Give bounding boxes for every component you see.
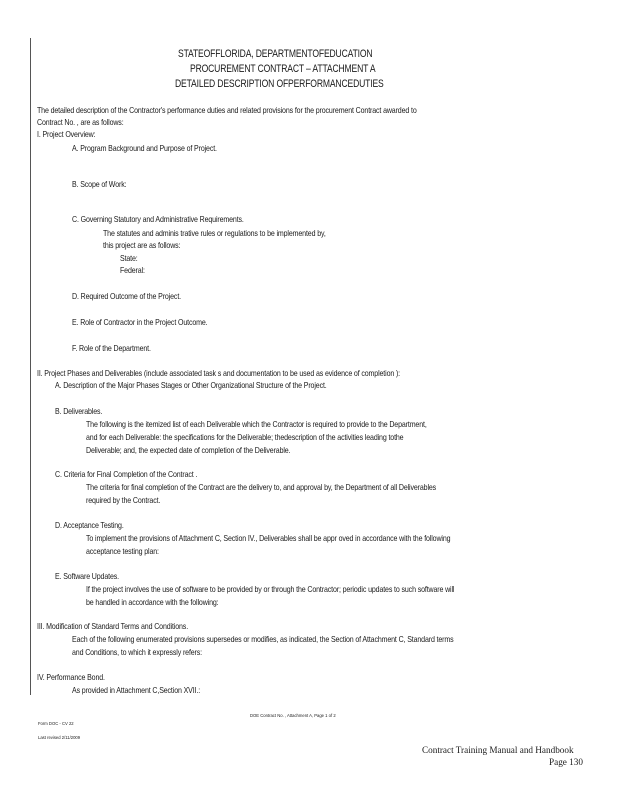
section-1-heading: I. Project Overview: bbox=[37, 130, 96, 139]
section-1-c-text-1: The statutes and adminis trative rules or regulations to be implemented by, bbox=[103, 229, 326, 238]
footer-last-revised: Last revised 2/11/2009 bbox=[38, 735, 81, 740]
section-3-heading: III. Modification of Standard Terms and Conditions. bbox=[37, 622, 189, 631]
section-2-d-text-1: To implement the provisions of Attachment C, Section IV., Deliverables shall be appr oved in accordance with the following bbox=[86, 534, 451, 543]
section-4-text-1: As provided in Attachment C,Section XVII.: bbox=[72, 686, 201, 695]
section-2-item-a: A. Description of the Major Phases Stages or Other Organizational Structure of the Project. bbox=[55, 381, 327, 390]
section-2-c-text-1: The criteria for final completion of the Contract are the delivery to, and approval by, the Department of all Deliverables bbox=[86, 483, 437, 492]
section-2-e-text-1: If the project involves the use of software to be provided by or through the Contractor; periodic updates to such software will bbox=[86, 585, 455, 594]
footer-page-reference: DOE Contract No. , Attachment A, Page 1 of 2 bbox=[250, 713, 336, 718]
manual-title: Contract Training Manual and Handbook bbox=[422, 745, 574, 755]
section-2-b-text-3: Deliverable; and, the expected date of completion of the Deliverable. bbox=[86, 446, 291, 455]
section-2-heading: II. Project Phases and Deliverables (include associated task s and documentation to be used as evidence of completion ): bbox=[37, 369, 401, 378]
section-2-e-text-2: be handled in accordance with the following: bbox=[86, 598, 219, 607]
title-line-2: PROCUREMENT CONTRACT – ATTACHMENT A bbox=[190, 63, 376, 75]
section-2-item-d: D. Acceptance Testing. bbox=[55, 521, 124, 530]
section-1-item-e: E. Role of Contractor in the Project Outcome. bbox=[72, 318, 208, 327]
section-2-d-text-2: acceptance testing plan: bbox=[86, 547, 159, 556]
section-3-text-1: Each of the following enumerated provisions supersedes or modifies, as indicated, the Section of Attachment C, Standard terms bbox=[72, 635, 454, 644]
section-2-b-text-2: and for each Deliverable: the specifications for the Deliverable; thedescription of the activities leading tothe bbox=[86, 433, 404, 442]
section-2-item-c: C. Criteria for Final Completion of the Contract . bbox=[55, 470, 198, 479]
section-1-c-state: State: bbox=[120, 254, 138, 263]
intro-line-1: The detailed description of the Contractor's performance duties and related provisions for the procurement Contract awarded to bbox=[37, 106, 417, 115]
title-line-1: STATEOFFLORIDA, DEPARTMENTOFEDUCATION bbox=[178, 48, 373, 60]
section-1-c-text-2: this project are as follows: bbox=[103, 241, 181, 250]
section-2-c-text-2: required by the Contract. bbox=[86, 496, 161, 505]
section-1-item-c: C. Governing Statutory and Administrative Requirements. bbox=[72, 215, 244, 224]
intro-line-2: Contract No. , are as follows: bbox=[37, 118, 124, 127]
section-1-c-federal: Federal: bbox=[120, 266, 145, 275]
section-1-item-b: B. Scope of Work: bbox=[72, 180, 127, 189]
section-4-heading: IV. Performance Bond. bbox=[37, 673, 105, 682]
section-2-item-b: B. Deliverables. bbox=[55, 407, 103, 416]
section-2-b-text-1: The following is the itemized list of each Deliverable which the Contractor is required to provide to the Department, bbox=[86, 420, 427, 429]
title-line-3: DETAILED DESCRIPTION OFPERFORMANCEDUTIES bbox=[175, 78, 384, 90]
section-1-item-d: D. Required Outcome of the Project. bbox=[72, 292, 181, 301]
section-1-item-a: A. Program Background and Purpose of Project. bbox=[72, 144, 217, 153]
section-2-item-e: E. Software Updates. bbox=[55, 572, 119, 581]
page-number: Page 130 bbox=[549, 757, 583, 767]
footer-form-number: Form DOC - CV 22 bbox=[38, 721, 74, 726]
section-1-item-f: F. Role of the Department. bbox=[72, 344, 151, 353]
section-3-text-2: and Conditions, to which it expressly refers: bbox=[72, 648, 203, 657]
left-margin-rule bbox=[30, 38, 31, 695]
